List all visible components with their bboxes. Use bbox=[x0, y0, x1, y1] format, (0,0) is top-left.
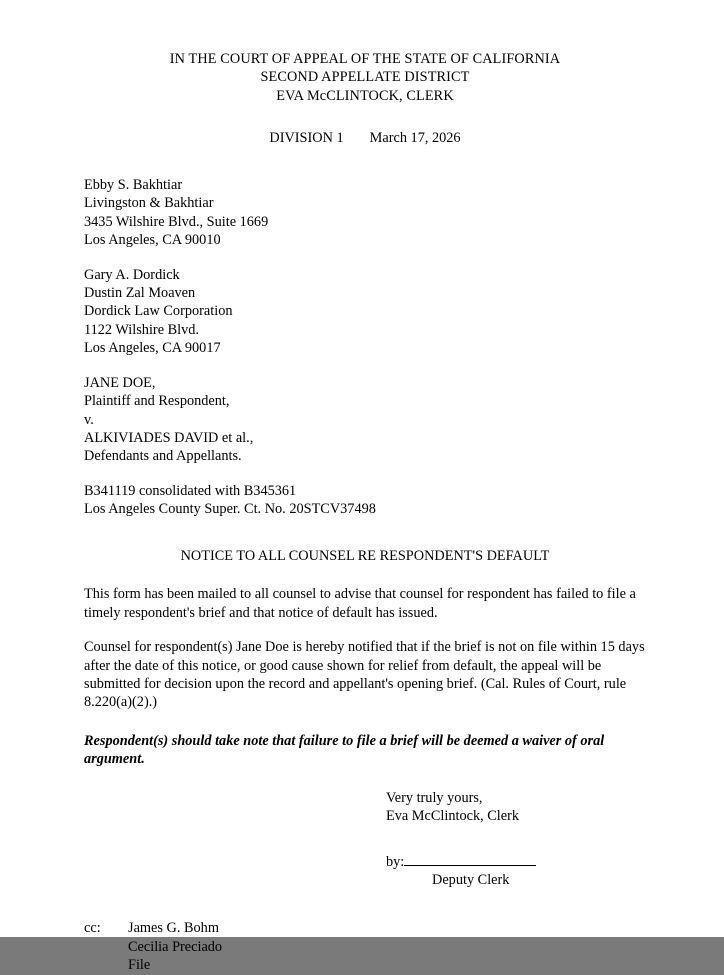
addressee-line: Los Angeles, CA 90017 bbox=[84, 340, 221, 357]
division-date-row bbox=[84, 129, 646, 147]
addressee-line: Ebby S. Bakhtiar bbox=[84, 176, 183, 193]
signature-line-row bbox=[386, 852, 646, 871]
cc-block bbox=[84, 919, 646, 974]
court-clerk-line: EVA McCLINTOCK, CLERK bbox=[276, 87, 454, 104]
addressee-line: 1122 Wilshire Blvd. bbox=[84, 321, 199, 338]
addressee-line: Dordick Law Corporation bbox=[84, 303, 233, 320]
superior-court-case-number: Los Angeles County Super. Ct. No. 20STCV37498 bbox=[84, 501, 376, 518]
addressee-line: Los Angeles, CA 90010 bbox=[84, 232, 221, 249]
caption-line: Defendants and Appellants. bbox=[84, 448, 242, 465]
addressee-block-1 bbox=[84, 176, 646, 250]
notice-paragraph-2: Counsel for respondent(s) Jane Doe is hereby notified that if the brief is not on file within 15 days after the date of this notice, or good cause shown for relief from default, the appeal will be submitted for decision upon the record and appellant's opening brief. (Cal. Rules of Court, rule 8.220(a)(2).) bbox=[84, 639, 645, 711]
clerk-name-line: Eva McClintock, Clerk bbox=[386, 808, 520, 825]
document-body bbox=[84, 50, 646, 975]
caption-line: ALKIVIADES DAVID et al., bbox=[84, 430, 254, 446]
caption-line: Plaintiff and Respondent, bbox=[84, 393, 230, 410]
cc-recipient: Cecilia Preciado bbox=[128, 938, 223, 955]
appellate-case-number: B341119 consolidated with B345361 bbox=[84, 482, 297, 499]
by-label: by: bbox=[386, 853, 405, 870]
signature-underline bbox=[404, 852, 536, 866]
cc-recipient: James G. Bohm bbox=[128, 920, 219, 937]
cc-recipient-list bbox=[128, 919, 222, 974]
court-name-line-1: IN THE COURT OF APPEAL OF THE STATE OF CALIFORNIA bbox=[169, 51, 561, 67]
court-name-line-2: SECOND APPELLATE DISTRICT bbox=[260, 69, 470, 86]
caption-line: v. bbox=[84, 411, 94, 428]
notice-paragraph-italic: Respondent(s) should take note that failure to file a brief will be deemed a waiver of oral argument. bbox=[84, 732, 605, 768]
cc-recipient: File bbox=[128, 957, 151, 974]
cc-label: cc: bbox=[84, 920, 101, 937]
closing-line: Very truly yours, bbox=[386, 789, 483, 806]
notice-date: March 17, 2026 bbox=[369, 130, 461, 147]
addressee-line: Dustin Zal Moaven bbox=[84, 284, 196, 301]
addressee-line: Gary A. Dordick bbox=[84, 266, 180, 283]
addressee-line: Livingston & Bakhtiar bbox=[84, 195, 214, 212]
caption-line: JANE DOE, bbox=[84, 374, 156, 391]
case-caption bbox=[84, 374, 646, 466]
case-numbers bbox=[84, 482, 646, 519]
division-label: DIVISION 1 bbox=[269, 130, 344, 147]
notice-title: NOTICE TO ALL COUNSEL RE RESPONDENT'S DEFAULT bbox=[180, 547, 550, 564]
addressee-block-2 bbox=[84, 266, 646, 358]
deputy-clerk-label: Deputy Clerk bbox=[432, 872, 510, 888]
notice-paragraph-1: This form has been mailed to all counsel to advise that counsel for respondent has failed to file a timely respondent's brief and that notice of default has issued. bbox=[84, 586, 636, 621]
addressee-line: 3435 Wilshire Blvd., Suite 1669 bbox=[84, 213, 269, 230]
